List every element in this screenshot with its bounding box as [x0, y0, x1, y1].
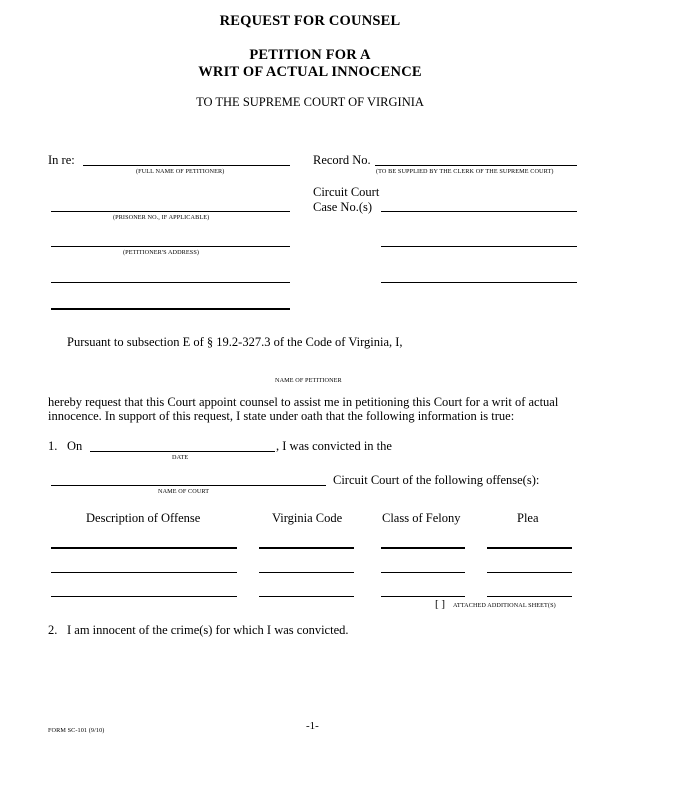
address-caption: (PETITIONER'S ADDRESS) — [123, 249, 200, 256]
record-no-caption: (TO BE SUPPLIED BY THE CLERK OF THE SUPREME COURT) — [376, 168, 554, 175]
address-line-1[interactable] — [51, 246, 290, 247]
felony-class-field[interactable] — [381, 547, 465, 549]
plea-field[interactable] — [487, 596, 572, 597]
circuit-court-label: Circuit Court — [313, 185, 380, 199]
in-re-label: In re: — [48, 153, 75, 167]
petitioner-name-caption: (FULL NAME OF PETITIONER) — [136, 168, 225, 175]
conviction-date-field[interactable] — [90, 451, 275, 452]
case-no-field-3[interactable] — [381, 282, 577, 283]
virginia-code-field[interactable] — [259, 596, 354, 597]
petitioner-name-caption-2: NAME OF PETITIONER — [275, 377, 342, 384]
court-name-field[interactable] — [51, 485, 326, 486]
case-no-field-2[interactable] — [381, 246, 577, 247]
felony-class-field[interactable] — [381, 572, 465, 573]
page-number: -1- — [306, 720, 319, 732]
prisoner-number-caption: (PRISONER NO., IF APPLICABLE) — [113, 214, 210, 221]
record-no-label: Record No. — [313, 153, 371, 167]
pursuant-statement: Pursuant to subsection E of § 19.2-327.3 of the Code of Virginia, I, — [67, 335, 403, 349]
plea-field[interactable] — [487, 572, 572, 573]
court-heading: TO THE SUPREME COURT OF VIRGINIA — [196, 95, 424, 109]
case-no-label: Case No.(s) — [313, 200, 373, 214]
item-1-number: 1. — [48, 439, 58, 453]
court-name-caption: NAME OF COURT — [158, 488, 210, 495]
address-line-2[interactable] — [51, 282, 290, 283]
case-no-field-1[interactable] — [381, 211, 577, 212]
item-2-number: 2. — [48, 623, 58, 637]
column-header-class: Class of Felony — [382, 511, 461, 525]
item-1-on-label: On — [67, 439, 83, 453]
column-header-code: Virginia Code — [272, 511, 343, 525]
offense-description-field[interactable] — [51, 547, 237, 549]
petitioner-name-field[interactable] — [83, 165, 290, 166]
column-header-description: Description of Offense — [86, 511, 201, 525]
prisoner-number-field[interactable] — [51, 211, 290, 212]
petition-title-line2: WRIT OF ACTUAL INNOCENCE — [198, 64, 422, 80]
convicted-text: , I was convicted in the — [276, 439, 392, 453]
virginia-code-field[interactable] — [259, 547, 354, 549]
form-title: REQUEST FOR COUNSEL — [219, 13, 401, 29]
column-header-plea: Plea — [517, 511, 539, 525]
offense-description-field[interactable] — [51, 572, 237, 573]
innocence-statement: I am innocent of the crime(s) for which I was convicted. — [67, 623, 349, 637]
attached-sheets-label: ATTACHED ADDITIONAL SHEET(S) — [453, 602, 556, 609]
felony-class-field[interactable] — [381, 596, 465, 597]
record-no-field[interactable] — [375, 165, 577, 166]
offense-description-field[interactable] — [51, 596, 237, 597]
request-line-2: innocence. In support of this request, I state under oath that the following information is true: — [48, 409, 515, 423]
address-line-3[interactable] — [51, 308, 290, 310]
plea-field[interactable] — [487, 547, 572, 549]
date-caption: DATE — [172, 454, 189, 461]
virginia-code-field[interactable] — [259, 572, 354, 573]
request-line-1: hereby request that this Court appoint counsel to assist me in petitioning this Court for a writ of actual — [48, 395, 559, 409]
form-number: FORM SC-101 (9/10) — [48, 727, 105, 734]
attached-sheets-checkbox[interactable]: [ ] — [435, 598, 446, 610]
circuit-court-offense-text: Circuit Court of the following offense(s): — [333, 473, 540, 487]
petition-title-line1: PETITION FOR A — [249, 47, 371, 63]
